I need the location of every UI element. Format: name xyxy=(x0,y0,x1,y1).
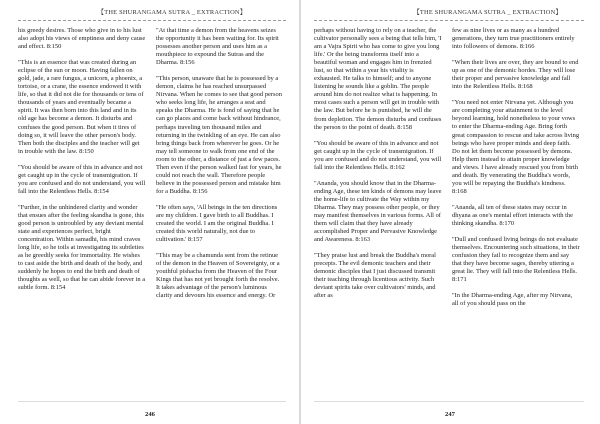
paragraph: his greedy desires. Those who give in to his lust also adopt his views of emptiness and deny cause and effect. 8:150 xyxy=(18,27,146,51)
paragraph: "You need not enter Nirvana yet. Although you are completing your attainment to the level beyond learning, hold nonetheless to your vows to enter the Dharma-ending Age. Bring forth great compassion to rescue and take across living beings who have proper minds and deep faith. Do not let them become possessed by demons. Help them instead to attain proper knowledge and views. I have already rescued you from birth and death. By venerating the Buddha's words, you will be repaying the Buddha's kindness. 8:168 xyxy=(452,99,580,195)
column-left-2 xyxy=(156,27,284,409)
column-left-1 xyxy=(18,27,146,409)
footer-rule xyxy=(18,401,286,402)
column-right-1 xyxy=(314,27,442,409)
footer-rule xyxy=(314,401,584,402)
page-header: 【THE SHURANGAMA SUTRA _ EXTRACTION】 xyxy=(314,0,584,21)
paragraph: "You should be aware of this in advance and not get caught up in the cycle of transmigration. If you are confused and do not understand, you will fall into the Relentless Hells. 8:154 xyxy=(18,163,146,195)
page-header: 【THE SHURANGAMA SUTRA _ EXTRACTION】 xyxy=(18,0,286,21)
paragraph: "He often says, 'All beings in the ten directions are my children. I gave birth to all Buddhas. I created the world. I am the original Buddha. I created this world naturally, not due to cultivation.' 8:157 xyxy=(156,203,278,244)
right-page xyxy=(300,0,600,424)
paragraph: perhaps without having to rely on a teacher, the cultivator personally sees a being that tells him, 'I am a Vajra Spirit who has come to give you long life.' Or the being transforms itself into a beautiful woman and engages him in frenzied lust, so that within a year his vitality is exhausted. He talks to himself; and to anyone listening he sounds like a goblin. The people around him do not realize what is happening. In most cases such a person will get in trouble with the law. But before he is punished, he will die from depletion. The demon disturbs and confuses the person to the point of death. 8:158 xyxy=(314,27,442,131)
paragraph: "Ananda, you should know that in the Dharma-ending Age, these ten kinds of demons may leave the home-life to cultivate the Way within my Dharma. They may possess other people, or they may manifest themselves in various forms. All of them will claim that they have already accomplished Proper and Pervasive Knowledge and Awareness. 8:163 xyxy=(314,179,442,244)
text-columns xyxy=(18,27,286,409)
text-columns xyxy=(314,27,584,409)
paragraph: "In the Dharma-ending Age, after my Nirvana, all of you should pass on the xyxy=(452,292,573,308)
column-right-2 xyxy=(452,27,580,409)
paragraph: "This is an essence that was created during an eclipse of the sun or moon. Having fallen on gold, jade, a rare fungus, a unicorn, a phoenix, a tortoise, or a crane, the essence endowed it with life, so that it did not die for thousands or tens of thousands of years and eventually became a spirit. It was then born into this land and in its old age has become a demon. It disturbs and confuses the good person. But when it tires of doing so, it will leave the other person's body. Then both the disciples and the teacher will get in trouble with the law. 8:150 xyxy=(18,59,144,155)
paragraph: "This person, unaware that he is possessed by a demon, claims he has reached unsurpassed Nirvana. When he comes to see that good person who seeks long life, he arranges a seat and speaks the Dharma. He is fond of saying that he can go places and come back without hindrance, perhaps traveling ten thousand miles and returning in the twinkling of an eye. He can also bring things back from wherever he goes. Or he may tell someone to walk from one end of the room to the other, a distance of just a few paces. Then even if the person walked fast for years, he could not reach the wall. Therefore people believe in the possessed person and mistake him for a Buddha. 8:156 xyxy=(156,75,282,195)
paragraph: "You should be aware of this in advance and not get caught up in the cycle of transmigration. If you are confused and do not understand, you will fall into the Relentless Hells. 8:162 xyxy=(314,139,442,171)
page-number: 247 xyxy=(445,411,455,418)
paragraph: "They praise lust and break the Buddha's moral precepts. The evil demonic teachers and their demonic disciples that I just discussed transmit their teaching through licentious activity. Such deviant spirits take over cultivators' minds, and after as xyxy=(314,252,436,300)
paragraph: "Further, in the unhindered clarity and wonder that ensues after the feeling skandha is gone, this good person is untroubled by any deviant mental state and experiences perfect, bright concentration. Within samadhi, his mind craves long life, so he toils at investigating its subtleties as he greedily seeks for immortality. He wishes to cast aside the birth and death of the body, and suddenly he hopes to end the birth and death of thoughts as well, so that he can abide forever in a subtle form. 8:154 xyxy=(18,203,146,292)
paragraph: "When their lives are over, they are bound to end up as one of the demonic hordes. They will lose their proper and pervasive knowledge and fall into the Relentless Hells. 8:168 xyxy=(452,59,579,91)
paragraph: "Ananda, all ten of these states may occur in dhyana as one's mental effort interacts with the thinking skandha. 8:170 xyxy=(452,203,573,227)
paragraph: "Dull and confused living beings do not evaluate themselves. Encountering such situations, in their confusion they fail to recognize them and say that they have become sages, thereby uttering a great lie. They will fall into the Relentless Hells. 8:171 xyxy=(452,236,580,284)
paragraph: "At that time a demon from the heavens seizes the opportunity it has been waiting for. Its spirit possesses another person and uses him as a mouthpiece to expound the Sutras and the Dharma. 8:156 xyxy=(156,27,279,67)
paragraph: "This may be a chamunda sent from the retinue of the demon in the Heaven of Sovereignty, or a youthful pishacha from the Heaven of the Four Kings that has not yet brought forth the resolve. It takes advantage of the person's luminous clarity and devours his essence and energy. Or xyxy=(156,252,280,300)
paragraph: few as nine lives or as many as a hundred generations, they turn true practitioners entirely into followers of demons. 8:166 xyxy=(452,27,575,51)
page-number: 246 xyxy=(145,411,155,418)
